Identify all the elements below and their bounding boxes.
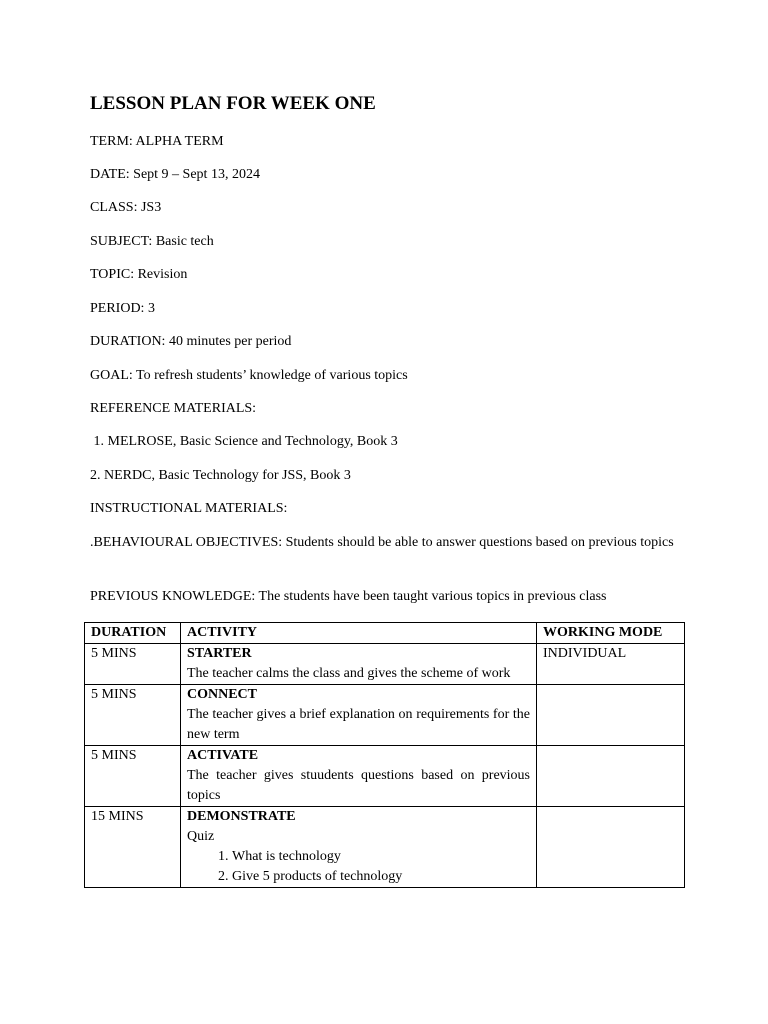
row-activity (181, 685, 537, 746)
goal-line: GOAL: To refresh students’ knowledge of various topics (90, 368, 408, 383)
row-activity (181, 644, 537, 685)
row-working-mode (537, 685, 685, 746)
table-header-row (85, 623, 685, 644)
activity-title: ACTIVATE (187, 748, 259, 763)
topic-line: TOPIC: Revision (90, 267, 188, 282)
row-activity (181, 746, 537, 807)
behavioural-objectives: .BEHAVIOURAL OBJECTIVES: Students should be able to answer questions based on previous topics (90, 535, 674, 550)
row-working-mode (537, 807, 685, 888)
row-duration: 5 MINS (85, 685, 181, 746)
row-activity (181, 807, 537, 888)
class-line: CLASS: JS3 (90, 200, 162, 215)
table-row (85, 746, 685, 807)
period-line: PERIOD: 3 (90, 301, 155, 316)
activity-title: DEMONSTRATE (187, 809, 296, 824)
activity-description: Quiz (187, 829, 215, 844)
activity-title: STARTER (187, 646, 252, 661)
activity-description: The teacher calms the class and gives the scheme of work (187, 666, 511, 681)
header-activity: ACTIVITY (181, 623, 537, 644)
date-line: DATE: Sept 9 – Sept 13, 2024 (90, 167, 260, 182)
header-working-mode: WORKING MODE (537, 623, 685, 644)
reference-item-2: 2. NERDC, Basic Technology for JSS, Book 3 (90, 468, 351, 483)
header-duration: DURATION (85, 623, 181, 644)
row-duration: 5 MINS (85, 644, 181, 685)
activity-table (84, 622, 685, 888)
document-title: LESSON PLAN FOR WEEK ONE (90, 93, 376, 114)
row-duration: 5 MINS (85, 746, 181, 807)
reference-item-1: 1. MELROSE, Basic Science and Technology, Book 3 (90, 434, 398, 449)
previous-knowledge-line: PREVIOUS KNOWLEDGE: The students have been taught various topics in previous class (90, 589, 607, 604)
activity-description: The teacher gives a brief explanation on requirements for the new term (187, 707, 530, 742)
quiz-item: 2. Give 5 products of technology (232, 867, 530, 887)
quiz-list (187, 847, 530, 887)
quiz-item: 1. What is technology (232, 847, 530, 867)
subject-line: SUBJECT: Basic tech (90, 234, 214, 249)
term-line: TERM: ALPHA TERM (90, 134, 224, 149)
instructional-materials-line: INSTRUCTIONAL MATERIALS: (90, 501, 288, 516)
reference-heading: REFERENCE MATERIALS: (90, 401, 257, 416)
row-duration: 15 MINS (85, 807, 181, 888)
row-working-mode: INDIVIDUAL (537, 644, 685, 685)
table-row (85, 644, 685, 685)
row-working-mode (537, 746, 685, 807)
table-row (85, 807, 685, 888)
activity-description: The teacher gives stuudents questions based on previous topics (187, 768, 530, 803)
duration-line: DURATION: 40 minutes per period (90, 334, 292, 349)
activity-title: CONNECT (187, 687, 258, 702)
table-row (85, 685, 685, 746)
